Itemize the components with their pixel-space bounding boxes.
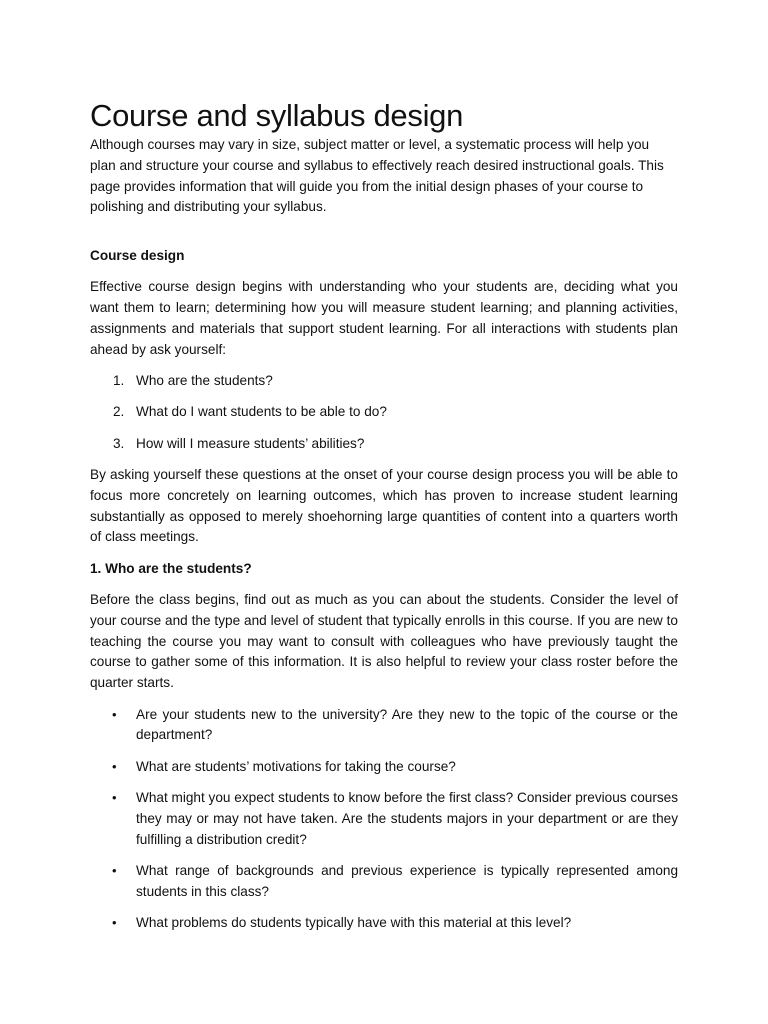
list-item-text: Who are the students?: [136, 373, 273, 389]
bullet-list: [90, 705, 678, 934]
list-item-text: What range of backgrounds and previous experience is typically represented among students in this class?: [136, 862, 678, 899]
students-paragraph: Before the class begins, find out as much as you can about the students. Consider the level of your course and the type and level of student that typically enrolls in this course. If you are new to teaching the course you may want to consult with colleagues who have previously taught the course to gather some of this information. It is also helpful to review your class roster before the quarter starts.: [90, 592, 678, 691]
bullet-icon: •: [112, 862, 117, 878]
list-item: [90, 913, 678, 934]
page-title: Course and syllabus design: [90, 98, 464, 133]
list-number: 1.: [113, 373, 125, 389]
section-heading-who-are-students: 1. Who are the students?: [90, 560, 252, 576]
intro-paragraph: Although courses may vary in size, subject matter or level, a systematic process will help you plan and structure your course and syllabus to effectively reach desired instructional goals. This page provides information that will guide you from the initial design phases of your course to polishing and distributing your syllabus.: [90, 137, 664, 215]
list-item-text: Are your students new to the university? Are they new to the topic of the course or the department?: [136, 706, 678, 743]
bullet-icon: •: [112, 758, 117, 774]
list-item: [90, 402, 678, 423]
list-item-text: What are students’ motivations for taking the course?: [136, 758, 456, 774]
list-item-text: What problems do students typically have with this material at this level?: [136, 914, 572, 930]
bullet-icon: •: [112, 789, 117, 805]
list-number: 3.: [113, 435, 125, 451]
list-item-text: How will I measure students’ abilities?: [136, 435, 365, 451]
course-design-closing-paragraph: By asking yourself these questions at the onset of your course design process you will be able to focus more concretely on learning outcomes, which has proven to increase student learning substantially as opposed to merely shoehorning large quantities of content into a quarters worth of class meetings.: [90, 467, 678, 545]
list-number: 2.: [113, 404, 125, 420]
list-item: [90, 705, 678, 747]
list-item: [90, 757, 678, 778]
list-item: [90, 371, 678, 392]
list-item-text: What might you expect students to know before the first class? Consider previous courses they may or may not have taken. Are the students majors in your department or are they fulfilling a distribution credit?: [136, 789, 678, 847]
list-item: [90, 434, 678, 455]
bullet-icon: •: [112, 706, 117, 722]
section-heading-course-design: Course design: [90, 248, 185, 264]
question-list: [90, 371, 678, 454]
course-design-paragraph: Effective course design begins with understanding who your students are, deciding what you want them to learn; determining how you will measure student learning; and planning activities, assignments and materials that support student learning. For all interactions with students plan ahead by ask yourself:: [90, 279, 678, 357]
list-item: [90, 788, 678, 850]
list-item-text: What do I want students to be able to do?: [136, 404, 387, 420]
list-item: [90, 861, 678, 903]
bullet-icon: •: [112, 914, 117, 930]
document-page: [90, 96, 678, 944]
